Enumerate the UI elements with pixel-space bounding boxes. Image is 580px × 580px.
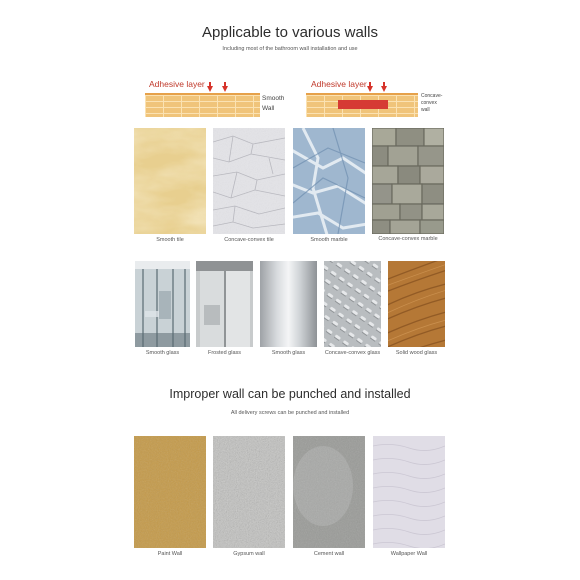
arrow-down-icon (222, 86, 228, 92)
adhesive-strip (338, 100, 388, 109)
wallpaper-wall-swatch (373, 436, 445, 548)
adhesive-layer-label: Adhesive layer (149, 79, 205, 89)
smooth-marble-swatch (293, 128, 365, 234)
caption-concave-tile: Concave-convex tile (224, 237, 274, 243)
arrow-down-icon (207, 86, 213, 92)
brick-wall-graphic (145, 93, 260, 117)
textured-glass-panel (324, 261, 381, 347)
arrow-down-icon (381, 86, 387, 92)
caption-smooth-glass-1: Smooth glass (145, 350, 180, 356)
section-subtitle-improper: All delivery screws can be punched and installed (230, 410, 350, 416)
section-title-walls: Applicable to various walls (202, 24, 378, 41)
office-glass-partition (135, 261, 190, 347)
concave-wall-label: Concave- convex wall (421, 93, 443, 113)
gypsum-wall-swatch (213, 436, 285, 548)
concave-convex-marble-swatch (372, 128, 444, 234)
frosted-glass-partition (196, 261, 253, 347)
arrow-down-icon (367, 86, 373, 92)
cement-wall-swatch (293, 436, 365, 548)
adhesive-layer-label: Adhesive layer (311, 79, 367, 89)
smooth-wall-label: Smooth Wall (262, 95, 285, 113)
caption-frosted-glass: Frosted glass (207, 350, 241, 356)
caption-gypsum-wall: Gypsum wall (233, 551, 265, 557)
caption-smooth-tile: Smooth tile (156, 237, 184, 243)
paint-wall-swatch (134, 436, 206, 548)
wood-grain-panel (388, 261, 445, 347)
caption-wallpaper-wall: Wallpaper Wall (390, 551, 428, 557)
caption-concave-glass: Concave-convex glass (324, 350, 381, 356)
section-subtitle-walls: Including most of the bathroom wall installation and use (222, 46, 358, 52)
caption-smooth-glass-2: Smooth glass (271, 350, 306, 356)
caption-concave-marble: Concave-convex marble (378, 236, 438, 242)
caption-wood-glass: Solid wood glass (395, 350, 438, 356)
caption-cement-wall: Cement wall (313, 551, 345, 557)
smooth-glass-panel (260, 261, 317, 347)
caption-paint-wall: Paint Wall (157, 551, 183, 557)
caption-smooth-marble: Smooth marble (310, 237, 348, 243)
section-title-improper: Improper wall can be punched and installed (169, 387, 411, 401)
smooth-tile-swatch (134, 128, 206, 234)
concave-convex-tile-swatch (213, 128, 285, 234)
